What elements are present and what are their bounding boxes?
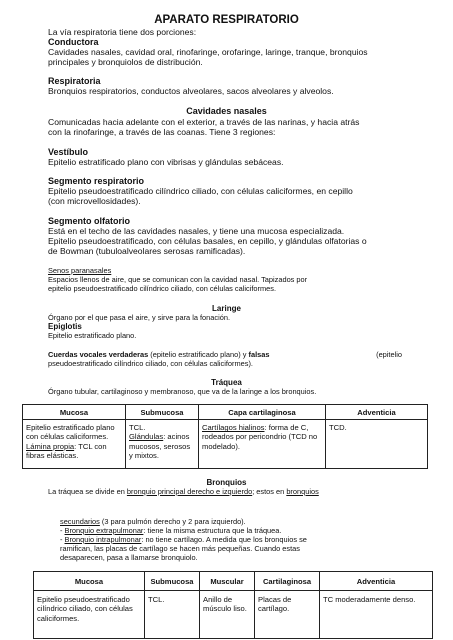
segmento-olfatorio-line-1: Está en el techo de las cavidades nasales, y tiene una mucosa especializada. <box>48 226 345 236</box>
bronquios-line1-b: ; estos en <box>252 487 287 496</box>
segmento-respiratorio-line-2: (con microvellosidades). <box>48 196 141 206</box>
table-cell-mucosa <box>23 420 126 469</box>
traquea-heading: Tráquea <box>211 378 242 387</box>
table-header-row <box>34 572 433 591</box>
extrapulmonar-line <box>60 526 281 535</box>
intrapulmonar-line-1 <box>60 535 307 544</box>
extrapulmonar-label: Bronquio extrapulmonar <box>64 526 144 535</box>
traquea-line-1: Órgano tubular, cartilaginoso y membranoso, que va de la laringe a los bronquios. <box>48 387 317 396</box>
conductora-heading: Conductora <box>48 37 99 47</box>
senos-heading: Senos paranasales <box>48 266 112 275</box>
secundarios-text: (3 para pulmón derecho y 2 para izquierdo). <box>99 517 246 526</box>
table-header: Adventicia <box>320 572 433 591</box>
table-header: Capa cartilaginosa <box>199 405 326 420</box>
table-cell-cartilaginosa <box>199 420 326 469</box>
table-header: Cartilaginosa <box>255 572 320 591</box>
epiglotis-heading: Epiglotis <box>48 322 82 331</box>
bronquio-principal-label: bronquio principal derecho e izquierdo <box>126 487 253 496</box>
cuerdas-falsas-label: falsas <box>248 350 270 359</box>
glandulas-label: Glándulas <box>129 432 164 442</box>
cuerdas-end-text: (epitelio <box>376 350 402 359</box>
extrapulmonar-prefix: - <box>60 526 65 535</box>
table-cell: TCL. <box>145 591 200 639</box>
table-cell-adventicia: TCD. <box>326 420 428 469</box>
table-cell-submucosa <box>126 420 199 469</box>
respiratoria-heading: Respiratoria <box>48 76 101 86</box>
segmento-respiratorio-heading: Segmento respiratorio <box>48 176 145 186</box>
bronquios-line1-a: La tráquea se divide en <box>48 487 127 496</box>
conductora-line-2: principales y bronquiolos de distribución. <box>48 57 203 67</box>
table-row <box>34 591 433 639</box>
extrapulmonar-text: : tiene la misma estructura que la tráquea. <box>143 526 282 535</box>
laringe-heading: Laringe <box>212 304 241 313</box>
table-cell: Anillo de músculo liso. <box>200 591 255 639</box>
cartilagos-text: : forma de C, rodeados por pericondrio (TCD no modelado). <box>202 423 318 451</box>
intrapulmonar-line-2: ramifican, las placas de cartílago se hacen más pequeñas. Cuando estas <box>60 544 300 553</box>
secundarios-label: secundarios <box>60 517 100 526</box>
intrapulmonar-line-3: desaparecen, pasa a llamarse bronquiolo. <box>60 553 198 562</box>
segmento-olfatorio-heading: Segmento olfatorio <box>48 216 131 226</box>
table-header: Muscular <box>200 572 255 591</box>
table-cell: Epitelio pseudoestratificado cilíndrico ciliado, con células caliciformes. <box>34 591 145 639</box>
intro-text: La vía respiratoria tiene dos porciones: <box>48 27 197 37</box>
cavidades-line-1: Comunicadas hacia adelante con el exterior, a través de las narinas, y hacia atrás <box>48 117 360 127</box>
glandulas-text: : acinos mucosos, serosos y mixtos. <box>129 432 191 460</box>
segmento-olfatorio-line-3: de Bowman (tubuloalveolares serosas ramificadas). <box>48 246 246 256</box>
cuerdas-verdaderas-label: Cuerdas vocales verdaderas <box>48 350 149 359</box>
bronquios-heading: Bronquios <box>206 478 247 487</box>
intrapulmonar-label: Bronquio intrapulmonar <box>64 535 142 544</box>
table-header: Mucosa <box>23 405 126 420</box>
bronquios-table <box>33 571 433 639</box>
cuerdas-line-1 <box>48 350 402 359</box>
conductora-line-1: Cavidades nasales, cavidad oral, rinofaringe, orofaringe, laringe, tranque, bronquios <box>48 47 368 57</box>
cartilagos-hialinos-label: Cartílagos hialinos <box>202 423 265 433</box>
table-header: Adventicia <box>326 405 428 420</box>
bronquios-line-1 <box>48 487 319 496</box>
table-header: Submucosa <box>126 405 199 420</box>
cavidades-line-2: con la rinofaringe, a través de las coanas. Tiene 3 regiones: <box>48 127 276 137</box>
cuerdas-mid-text: (epitelio estratificado plano) y <box>148 350 249 359</box>
cuerdas-line-2: pseudoestratificado cilíndrico ciliado, con células caliciformes). <box>48 359 253 368</box>
bronquios-label: bronquios <box>286 487 319 496</box>
table-row <box>23 420 428 469</box>
table-header: Submucosa <box>145 572 200 591</box>
lamina-propia-label: Lámina propia <box>26 441 75 451</box>
laringe-line-1: Órgano por el que pasa el aire, y sirve para la fonación. <box>48 313 230 322</box>
table-header-row <box>23 405 428 420</box>
senos-line-2: epitelio pseudoestratificado cilíndrico ciliado, con células caliciformes. <box>48 284 276 293</box>
submucosa-text: TCL. <box>129 423 146 433</box>
intrapulmonar-text: : no tiene cartílago. A medida que los bronquios se <box>141 535 307 544</box>
segmento-olfatorio-line-2: Epitelio pseudoestratificado, con células basales, en cepillo, y glándulas olfatorias o <box>48 236 367 246</box>
table-cell: Placas de cartílago. <box>255 591 320 639</box>
epiglotis-line-1: Epitelio estratificado plano. <box>48 331 137 340</box>
traquea-table <box>22 404 428 469</box>
bronquios-line-2 <box>60 517 246 526</box>
table-cell: TC moderadamente denso. <box>320 591 433 639</box>
respiratoria-line-1: Bronquios respiratorios, conductos alveolares, sacos alveolares y alveolos. <box>48 86 334 96</box>
intrapulmonar-prefix: - <box>60 535 65 544</box>
mucosa-text: Epitelio estratificado plano con células caliciformes. <box>26 423 115 442</box>
senos-line-1: Espacios llenos de aire, que se comunican con la cavidad nasal. Tapizados por <box>48 275 308 284</box>
vestibulo-line-1: Epitelio estratificado plano con vibrisas y glándulas sebáceas. <box>48 157 284 167</box>
lamina-propia-text: : TCL con fibras elásticas. <box>26 441 107 460</box>
page-title: APARATO RESPIRATORIO <box>154 14 299 26</box>
table-header: Mucosa <box>34 572 145 591</box>
cavidades-heading: Cavidades nasales <box>186 106 267 116</box>
vestibulo-heading: Vestíbulo <box>48 147 89 157</box>
segmento-respiratorio-line-1: Epitelio pseudoestratificado cilíndrico ciliado, con células caliciformes, en cepillo <box>48 186 353 196</box>
